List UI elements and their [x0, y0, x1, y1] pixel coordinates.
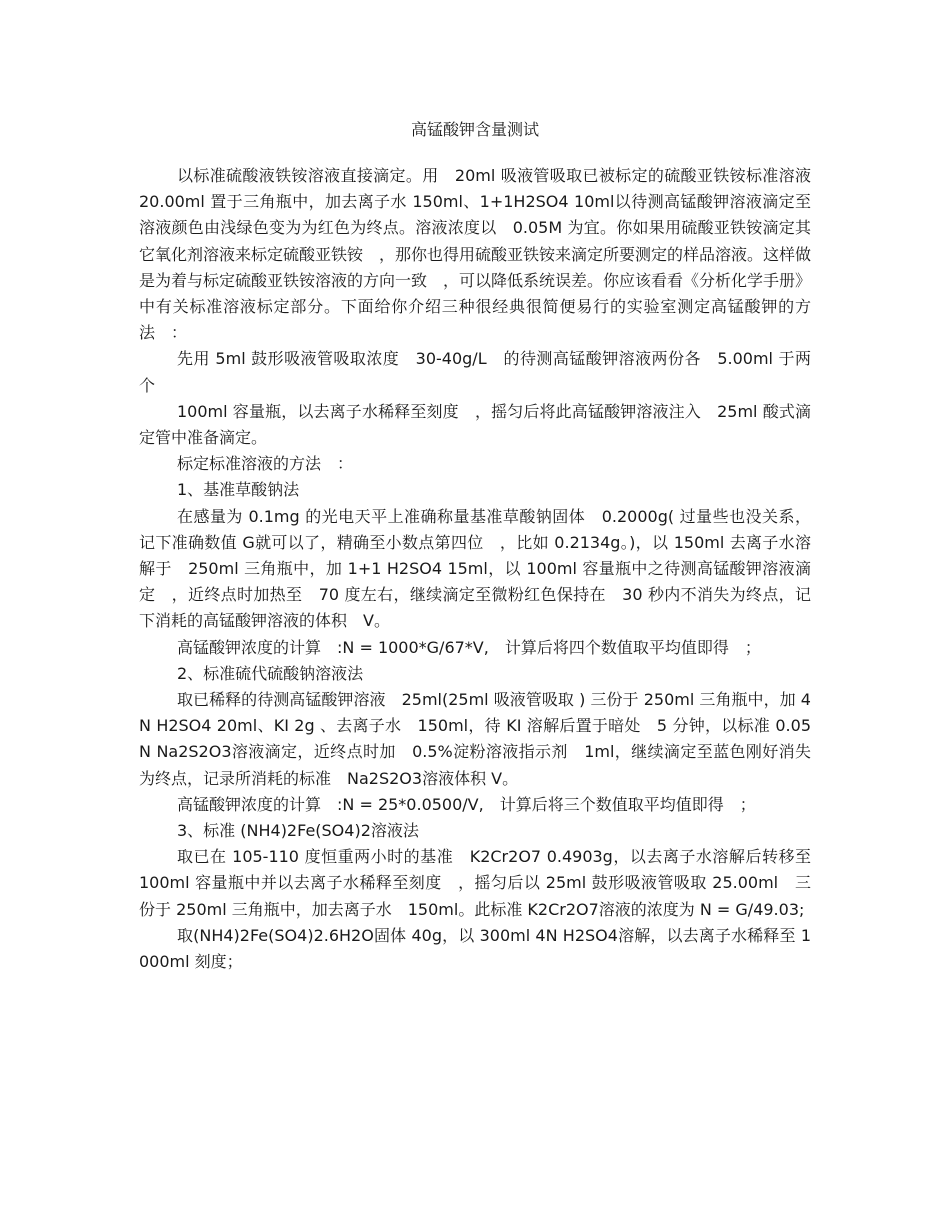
- paragraph: 高锰酸钾浓度的计算 :N = 25*0.0500/V, 计算后将三个数值取平均值即得 ；: [177, 794, 756, 814]
- paragraph: 以标准硫酸液铁铵溶液直接滴定。用 20ml 吸液管吸取已被标定的硫酸亚铁铵标准溶液 20.00ml 置于三角瓶中，加去离子水 150ml、1+1H2SO4 10ml以待测高锰酸钾溶液滴定至溶液颜色由浅绿色变为为红色为终点。溶液浓度以 0.05M 为宜。你如果用硫酸亚铁铵滴定其它氧化剂溶液来标定硫酸亚铁铵 ，那你也得用硫酸亚铁铵来滴定所要测定的样品溶液。这样做是为着与标定硫酸亚铁铵溶液的方向一致 ，可以降低系统误差。你应该看看《分析化学手册》中有关标准溶液标定部分。下面给你介绍三种很经典很简便易行的实验室测定高锰酸钾的方法 ：: [139, 166, 812, 343]
- paragraph: 取已在 105-110 度恒重两小时的基准 K2Cr2O7 0.4903g，以去离子水溶解后转移至 100ml 容量瓶中并以去离子水稀释至刻度 ，摇匀后以 25ml 鼓形吸液管吸取 25.00ml 三份于 250ml 三角瓶中，加去离子水 150ml。此标准 K2Cr2O7溶液的浓度为 N = G/49.03;: [139, 847, 811, 919]
- paragraph: 在感量为 0.1mg 的光电天平上准确称量基准草酸钠固体 0.2000g( 过量些也没关系，记下准确数值 G就可以了，精确至小数点第四位 ，比如 0.2134g。)，以 150ml 去离子水溶解于 250ml 三角瓶中，加 1+1 H2SO4 15ml，以 100ml 容量瓶中之待测高锰酸钾溶液滴定 ，近终点时加热至 70 度左右，继续滴定至微粉红色保持在 30 秒内不消失为终点，记下消耗的高锰酸钾溶液的体积 V。: [139, 506, 811, 631]
- paragraph: 先用 5ml 鼓形吸液管吸取浓度 30-40g/L 的待测高锰酸钾溶液两份各 5.00ml 于两个: [139, 349, 811, 395]
- paragraph: 高锰酸钾浓度的计算 :N = 1000*G/67*V, 计算后将四个数值取平均值即得 ；: [177, 637, 761, 657]
- document-body: [139, 163, 811, 975]
- paragraph: 取已稀释的待测高锰酸钾溶液 25ml(25ml 吸液管吸取 ) 三份于 250ml 三角瓶中，加 4N H2SO4 20ml、KI 2g 、去离子水 150ml，待 KI 溶解后置于暗处 5 分钟，以标准 0.05N Na2S2O3溶液滴定，近终点时加 0.5%淀粉溶液指示剂 1ml，继续滴定至蓝色刚好消失为终点，记录所消耗的标准 Na2S2O3溶液体积 V。: [139, 690, 811, 788]
- document-title: 高锰酸钾含量测试: [410, 120, 539, 139]
- paragraph: 取(NH4)2Fe(SO4)2.6H2O固体 40g，以 300ml 4N H2SO4溶解，以去离子水稀释至 1000ml 刻度；: [139, 925, 811, 972]
- paragraph: 3、标准 (NH4)2Fe(SO4)2溶液法: [177, 821, 419, 841]
- paragraph: 标定标准溶液的方法 ：: [177, 454, 354, 474]
- paragraph: 2、标准硫代硫酸钠溶液法: [177, 663, 364, 683]
- paragraph: 100ml 容量瓶，以去离子水稀释至刻度 ，摇匀后将此高锰酸钾溶液注入 25ml 酸式滴定管中准备滴定。: [139, 401, 811, 448]
- paragraph: 1、基准草酸钠法: [177, 480, 300, 500]
